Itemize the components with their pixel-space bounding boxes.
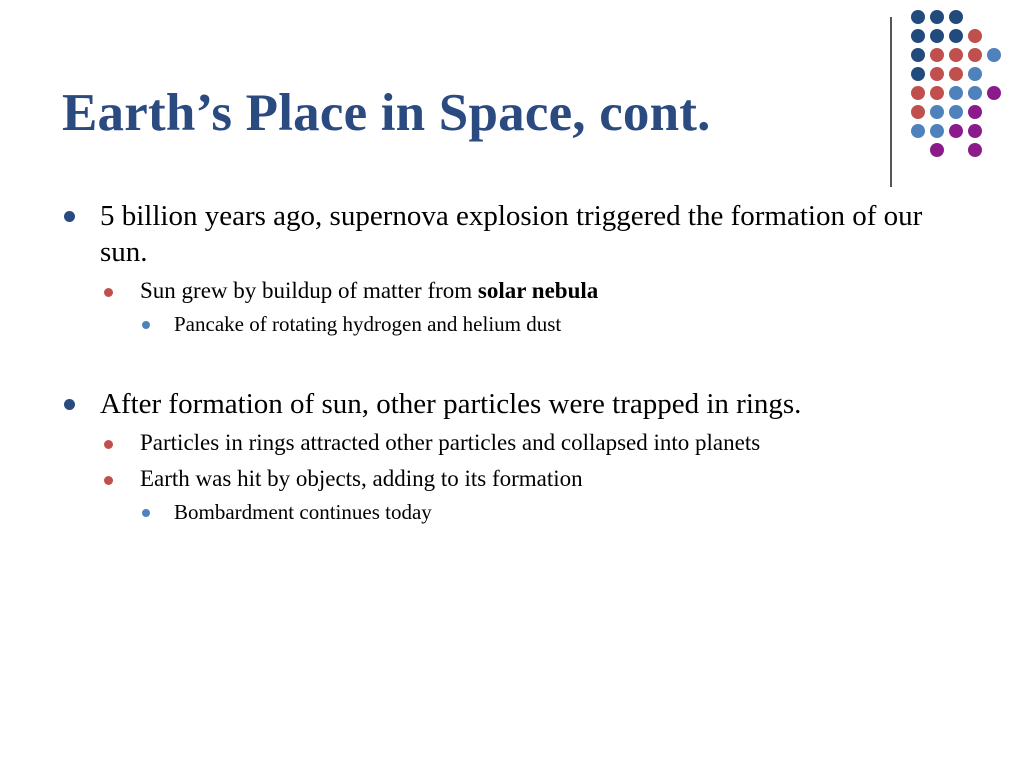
bullet-item-level2 [60,276,960,306]
decorative-dot-icon [968,67,982,81]
divider-line [890,17,892,187]
decorative-dot-icon [930,29,944,43]
decorative-dot-icon [930,48,944,62]
decorative-dot-icon [968,143,982,157]
decorative-dot-icon [930,124,944,138]
bullet-item-level2 [60,428,960,458]
bullet-text: Earth was hit by objects, adding to its formation [140,466,583,491]
decorative-dot-icon [968,105,982,119]
decorative-dot-icon [911,124,925,138]
decorative-dot-icon [930,10,944,24]
decorative-dot-icon [911,48,925,62]
decorative-dot-icon [987,48,1001,62]
bullet-text: Sun grew by buildup of matter from [140,278,478,303]
decorative-dot-icon [911,105,925,119]
bullet-text: Particles in rings attracted other particles and collapsed into planets [140,430,761,455]
slide-content [60,198,960,526]
decorative-dot-icon [911,67,925,81]
decorative-dot-icon [968,29,982,43]
decorative-dot-icon [968,48,982,62]
bullet-dot-icon [64,399,75,410]
decorative-dot-icon [968,124,982,138]
decorative-dot-icon [949,67,963,81]
bullet-text: Bombardment continues today [174,500,432,524]
bold-term: solar nebula [477,278,599,303]
decorative-dot-icon [968,86,982,100]
decorative-dot-icon [930,105,944,119]
decorative-dot-icon [930,86,944,100]
decorative-dot-icon [911,86,925,100]
decorative-dot-icon [930,67,944,81]
bullet-text: Pancake of rotating hydrogen and helium dust [174,312,562,336]
bullet-dot-icon [64,211,75,222]
decorative-dot-icon [987,86,1001,100]
decorative-dot-icon [949,105,963,119]
bullet-dot-icon [142,321,150,329]
decorative-dot-icon [949,29,963,43]
bullet-item-level1 [60,198,960,270]
bullet-item-level3 [60,498,960,526]
decorative-dot-icon [949,86,963,100]
decorative-dot-icon [911,29,925,43]
bullet-text: After formation of sun, other particles were trapped in rings. [100,388,802,420]
slide-title: Earth’s Place in Space, cont. [62,84,711,142]
decorative-dot-icon [930,143,944,157]
bullet-dot-icon [142,509,150,517]
bullet-dot-icon [104,440,113,449]
bullet-item-level1 [60,386,960,422]
bullet-dot-icon [104,476,113,485]
bullet-item-level2 [60,464,960,494]
decorative-dot-icon [911,10,925,24]
bullet-text: 5 billion years ago, supernova explosion triggered the formation of our sun. [100,200,923,268]
decorative-dot-icon [949,124,963,138]
bullet-dot-icon [104,288,113,297]
decorative-dot-icon [949,48,963,62]
decorative-dot-icon [949,10,963,24]
bullet-item-level3 [60,310,960,338]
